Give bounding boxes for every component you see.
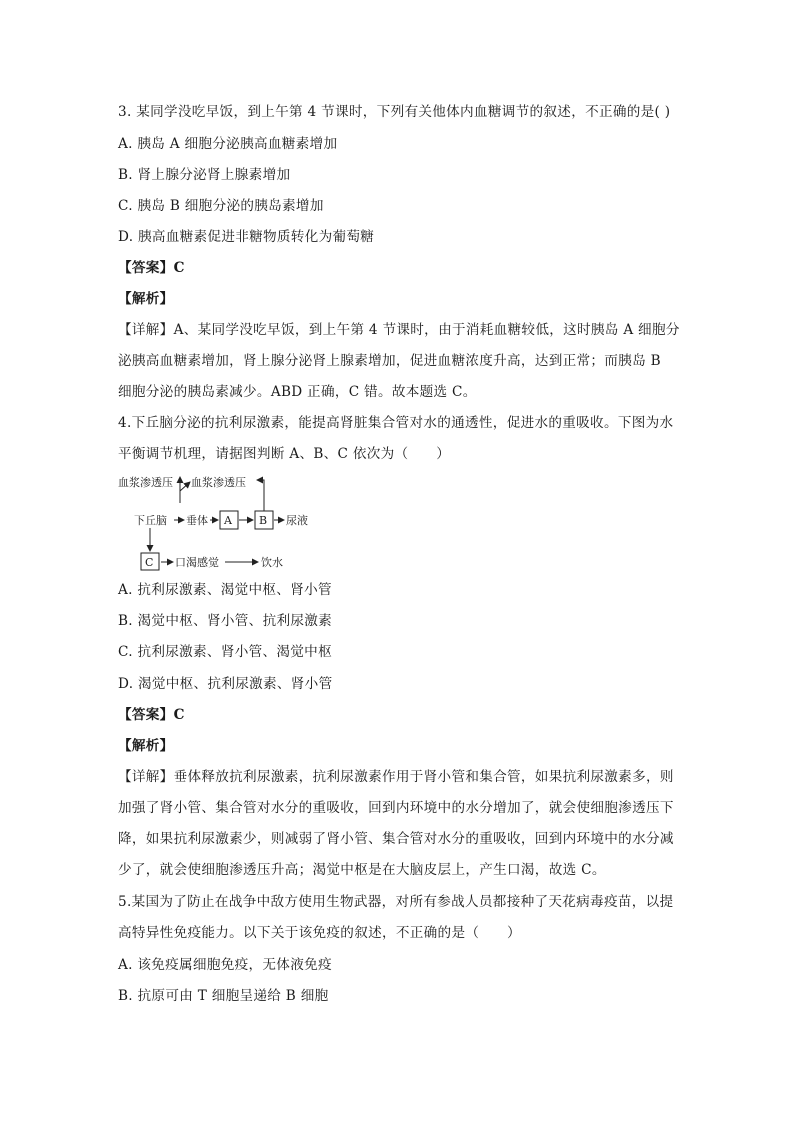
plasma-osmotic-label-2: 血浆渗透压	[191, 476, 246, 489]
q3-option-b: B. 肾上腺分泌肾上腺素增加	[118, 167, 291, 183]
q3-option-c: C. 胰岛 B 细胞分泌的胰岛素增加	[118, 198, 324, 214]
urine-label: 尿液	[286, 514, 308, 527]
q3-option-a: A. 胰岛 A 细胞分泌胰高血糖素增加	[118, 136, 338, 152]
hypothalamus-label: 下丘脑	[134, 514, 167, 527]
q3-detail-line-3: 细胞分泌的胰岛素减少。ABD 正确，C 错。故本题选 C。	[118, 384, 477, 400]
thirst-label: 口渴感觉	[175, 556, 219, 569]
q4-detail-line-4: 少了，就会使细胞渗透压升高；渴觉中枢是在大脑皮层上，产生口渴，故选 C。	[118, 862, 606, 878]
q4-stem-line-2: 平衡调节机理，请据图判断 A、B、C 依次为（ ）	[118, 446, 451, 462]
q3-option-d: D. 胰高血糖素促进非糖物质转化为葡萄糖	[118, 229, 375, 245]
box-c-label: C	[145, 556, 154, 569]
q4-option-d: D. 渴觉中枢、抗利尿激素、肾小管	[118, 676, 333, 692]
arrow-to-plasma-2	[180, 482, 190, 491]
pituitary-label: 垂体	[186, 514, 208, 527]
box-b-label: B	[259, 514, 268, 527]
q3-analysis-label: 【解析】	[118, 291, 174, 307]
drink-label: 饮水	[261, 556, 283, 569]
q4-option-c: C. 抗利尿激素、肾小管、渴觉中枢	[118, 644, 332, 660]
q4-detail-line-2: 加强了肾小管、集合管对水分的重吸收，回到内环境中的水分增加了，就会使细胞渗透压下	[118, 800, 674, 816]
box-a-label: A	[224, 514, 232, 527]
q3-detail-line-1: 【详解】A、某同学没吃早饭，到上午第 4 节课时，由于消耗血糖较低，这时胰岛 A 细胞分	[118, 322, 680, 338]
plasma-osmotic-label-1: 血浆渗透压	[118, 476, 173, 489]
water-balance-diagram	[118, 471, 338, 571]
q4-option-a: A. 抗利尿激素、渴觉中枢、肾小管	[118, 582, 332, 598]
q4-answer: 【答案】C	[118, 707, 185, 723]
q4-stem-line-1: 4.下丘脑分泌的抗利尿激素，能提高肾脏集合管对水的通透性，促进水的重吸收。下图为水	[118, 415, 674, 431]
q5-stem-line-2: 高特异性免疫能力。以下关于该免疫的叙述，不正确的是（ ）	[118, 925, 521, 941]
q5-option-b: B. 抗原可由 T 细胞呈递给 B 细胞	[118, 988, 329, 1004]
arrow-b-feedback	[257, 480, 264, 511]
q4-analysis-label: 【解析】	[118, 738, 174, 754]
q4-option-b: B. 渴觉中枢、肾小管、抗利尿激素	[118, 613, 333, 629]
q4-detail-line-1: 【详解】垂体释放抗利尿激素，抗利尿激素作用于肾小管和集合管，如果抗利尿激素多，则	[118, 769, 674, 785]
q3-stem: 3. 某同学没吃早饭，到上午第 4 节课时，下列有关他体内血糖调节的叙述，不正确的是( )	[118, 104, 671, 120]
q5-stem-line-1: 5.某国为了防止在战争中敌方使用生物武器，对所有参战人员都接种了天花病毒疫苗，以提	[118, 894, 674, 910]
q3-detail-line-2: 泌胰高血糖素增加，肾上腺分泌肾上腺素增加，促进血糖浓度升高，达到正常；而胰岛 B	[118, 353, 661, 369]
q4-detail-line-3: 降，如果抗利尿激素少，则减弱了肾小管、集合管对水分的重吸收，回到内环境中的水分减	[118, 831, 674, 847]
q3-answer: 【答案】C	[118, 260, 185, 276]
q5-option-a: A. 该免疫属细胞免疫，无体液免疫	[118, 957, 332, 973]
